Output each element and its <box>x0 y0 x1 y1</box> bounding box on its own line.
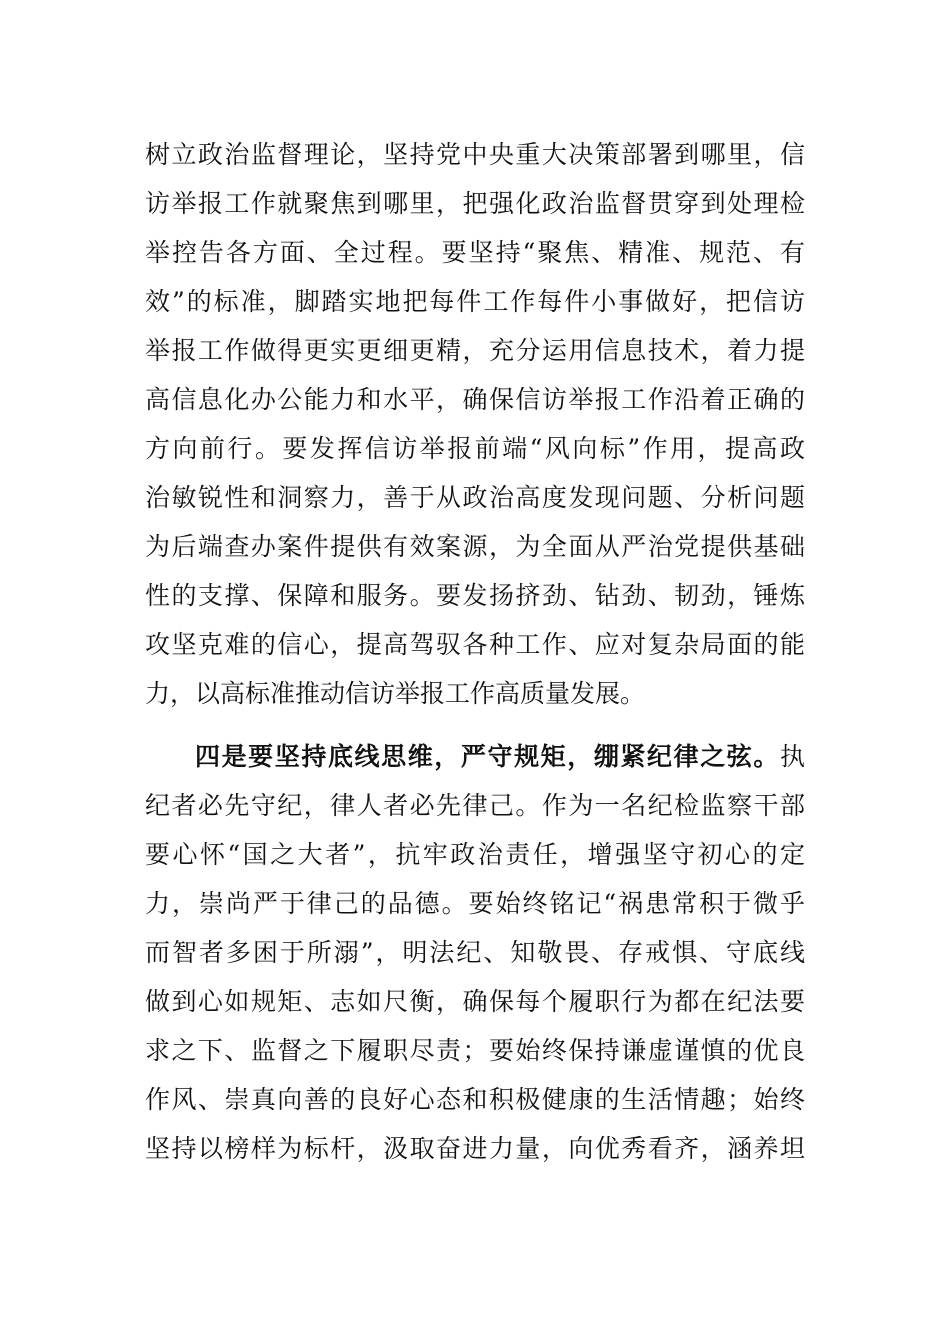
paragraph-line: 作风、崇真向善的良好心态和积极健康的生活情趣；始终 <box>145 1085 805 1114</box>
paragraph-line: 高信息化办公能力和水平，确保信访举报工作沿着正确的 <box>145 385 805 414</box>
section-heading: 四是要坚持底线思维，严守规矩，绷紧纪律之弦。 <box>195 742 780 771</box>
paragraph-line: 求之下、监督之下履职尽责；要始终保持谦虚谨慎的优良 <box>145 1036 805 1065</box>
paragraph-line: 举控告各方面、全过程。要坚持“聚焦、精准、规范、有 <box>145 238 805 267</box>
paragraph-line: 访举报工作就聚焦到哪里，把强化政治监督贯穿到处理检 <box>145 189 805 218</box>
paragraph-line: 举报工作做得更实更细更精，充分运用信息技术，着力提 <box>145 336 805 365</box>
paragraph-line: 树立政治监督理论，坚持党中央重大决策部署到哪里，信 <box>145 140 805 169</box>
paragraph-first-line <box>145 732 805 781</box>
paragraph-line: 力，以高标准推动信访举报工作高质量发展。 <box>145 679 646 708</box>
paragraph-line: 治敏锐性和洞察力，善于从政治高度发现问题、分析问题 <box>145 483 805 512</box>
paragraph-political-supervision <box>145 130 805 718</box>
paragraph-line: 性的支撑、保障和服务。要发扬挤劲、钻劲、韧劲，锤炼 <box>145 581 805 610</box>
paragraph-line: 要心怀“国之大者”，抗牢政治责任，增强坚守初心的定 <box>145 840 805 869</box>
paragraph-line: 方向前行。要发挥信访举报前端“风向标”作用，提高政 <box>145 434 805 463</box>
paragraph-line: 纪者必先守纪，律人者必先律己。作为一名纪检监察干部 <box>145 791 805 820</box>
paragraph-line: 力，崇尚严于律己的品德。要始终铭记“祸患常积于微乎 <box>145 889 805 918</box>
heading-tail-text: 执 <box>779 742 805 771</box>
paragraph-line: 坚持以榜样为标杆，汲取奋进力量，向优秀看齐，涵养坦 <box>145 1134 805 1163</box>
paragraph-line: 效”的标准，脚踏实地把每件工作每件小事做好，把信访 <box>145 287 805 316</box>
paragraph-line: 而智者多困于所溺”，明法纪、知敬畏、存戒惧、守底线 <box>145 938 805 967</box>
paragraph-line: 做到心如规矩、志如尺衡，确保每个履职行为都在纪法要 <box>145 987 805 1016</box>
paragraph-line: 为后端查办案件提供有效案源，为全面从严治党提供基础 <box>145 532 805 561</box>
paragraph-bottom-line-thinking <box>145 732 805 1173</box>
paragraph-line: 攻坚克难的信心，提高驾驭各种工作、应对复杂局面的能 <box>145 630 805 659</box>
